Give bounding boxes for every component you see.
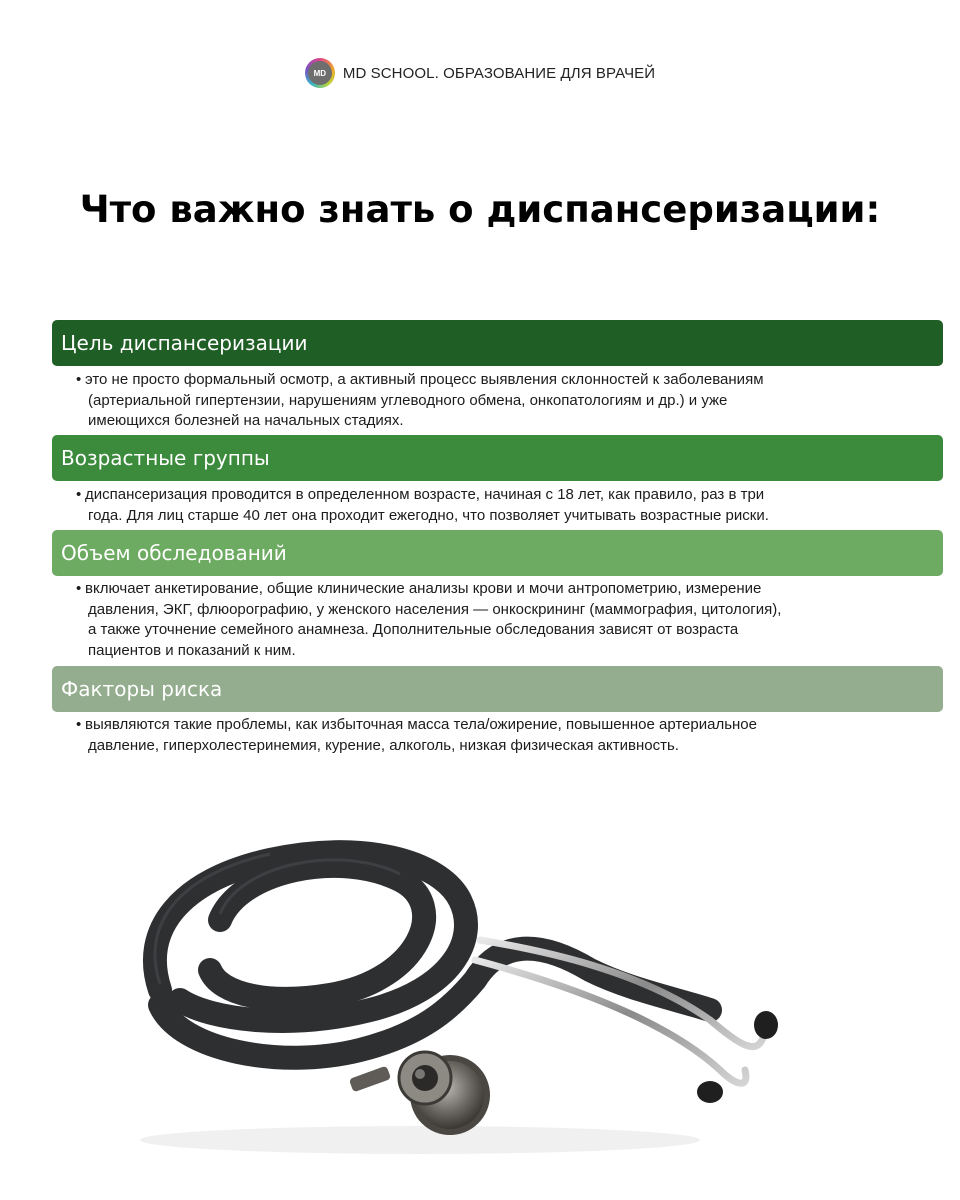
text-line: давления, ЭКГ, флюорографию, у женского населения — онкоскрининг (маммография, цитология), — [88, 600, 782, 618]
section-header-age-groups: Возрастные группы — [52, 435, 943, 481]
logo-text: MD — [308, 61, 332, 85]
stethoscope-image — [120, 820, 820, 1170]
text-line: имеющихся болезней на начальных стадиях. — [88, 412, 404, 429]
bullet: • — [76, 486, 82, 503]
section-body-goal — [76, 370, 936, 432]
text-line: (артериальной гипертензии, нарушениям углеводного обмена, онкопатологиям и др.) и уже — [88, 391, 728, 409]
md-school-logo — [305, 58, 335, 88]
brand — [0, 58, 960, 88]
text-line: выявляются такие проблемы, как избыточная масса тела/ожирение, повышенное артериальное — [85, 716, 757, 733]
section-header-scope: Объем обследований — [52, 530, 943, 576]
text-line: давление, гиперхолестеринемия, курение, алкоголь, низкая физическая активность. — [88, 736, 679, 754]
page-title: Что важно знать о диспансеризации: — [79, 188, 881, 231]
text-line: диспансеризация проводится в определенном возрасте, начиная с 18 лет, как правило, раз в три — [85, 486, 765, 503]
bullet: • — [76, 716, 82, 733]
section-header-goal: Цель диспансеризации — [52, 320, 943, 366]
text-line: пациентов и показаний к ним. — [88, 641, 296, 659]
text-line: а также уточнение семейного анамнеза. Дополнительные обследования зависят от возраста — [88, 621, 739, 638]
brand-name: MD SCHOOL. ОБРАЗОВАНИЕ ДЛЯ ВРАЧЕЙ — [342, 64, 656, 82]
bullet: • — [76, 371, 82, 388]
section-body-risk-factors — [76, 715, 936, 756]
section-body-age-groups — [76, 485, 936, 526]
section-body-scope — [76, 579, 936, 661]
section-header-risk-factors: Факторы риска — [52, 666, 943, 712]
text-line: включает анкетирование, общие клинические анализы крови и мочи антропометрию, измерение — [85, 580, 762, 597]
bullet: • — [76, 580, 82, 597]
text-line: года. Для лиц старше 40 лет она проходит ежегодно, что позволяет учитывать возрастные риски. — [88, 506, 769, 524]
text-line: это не просто формальный осмотр, а активный процесс выявления склонностей к заболеваниям — [85, 371, 764, 388]
